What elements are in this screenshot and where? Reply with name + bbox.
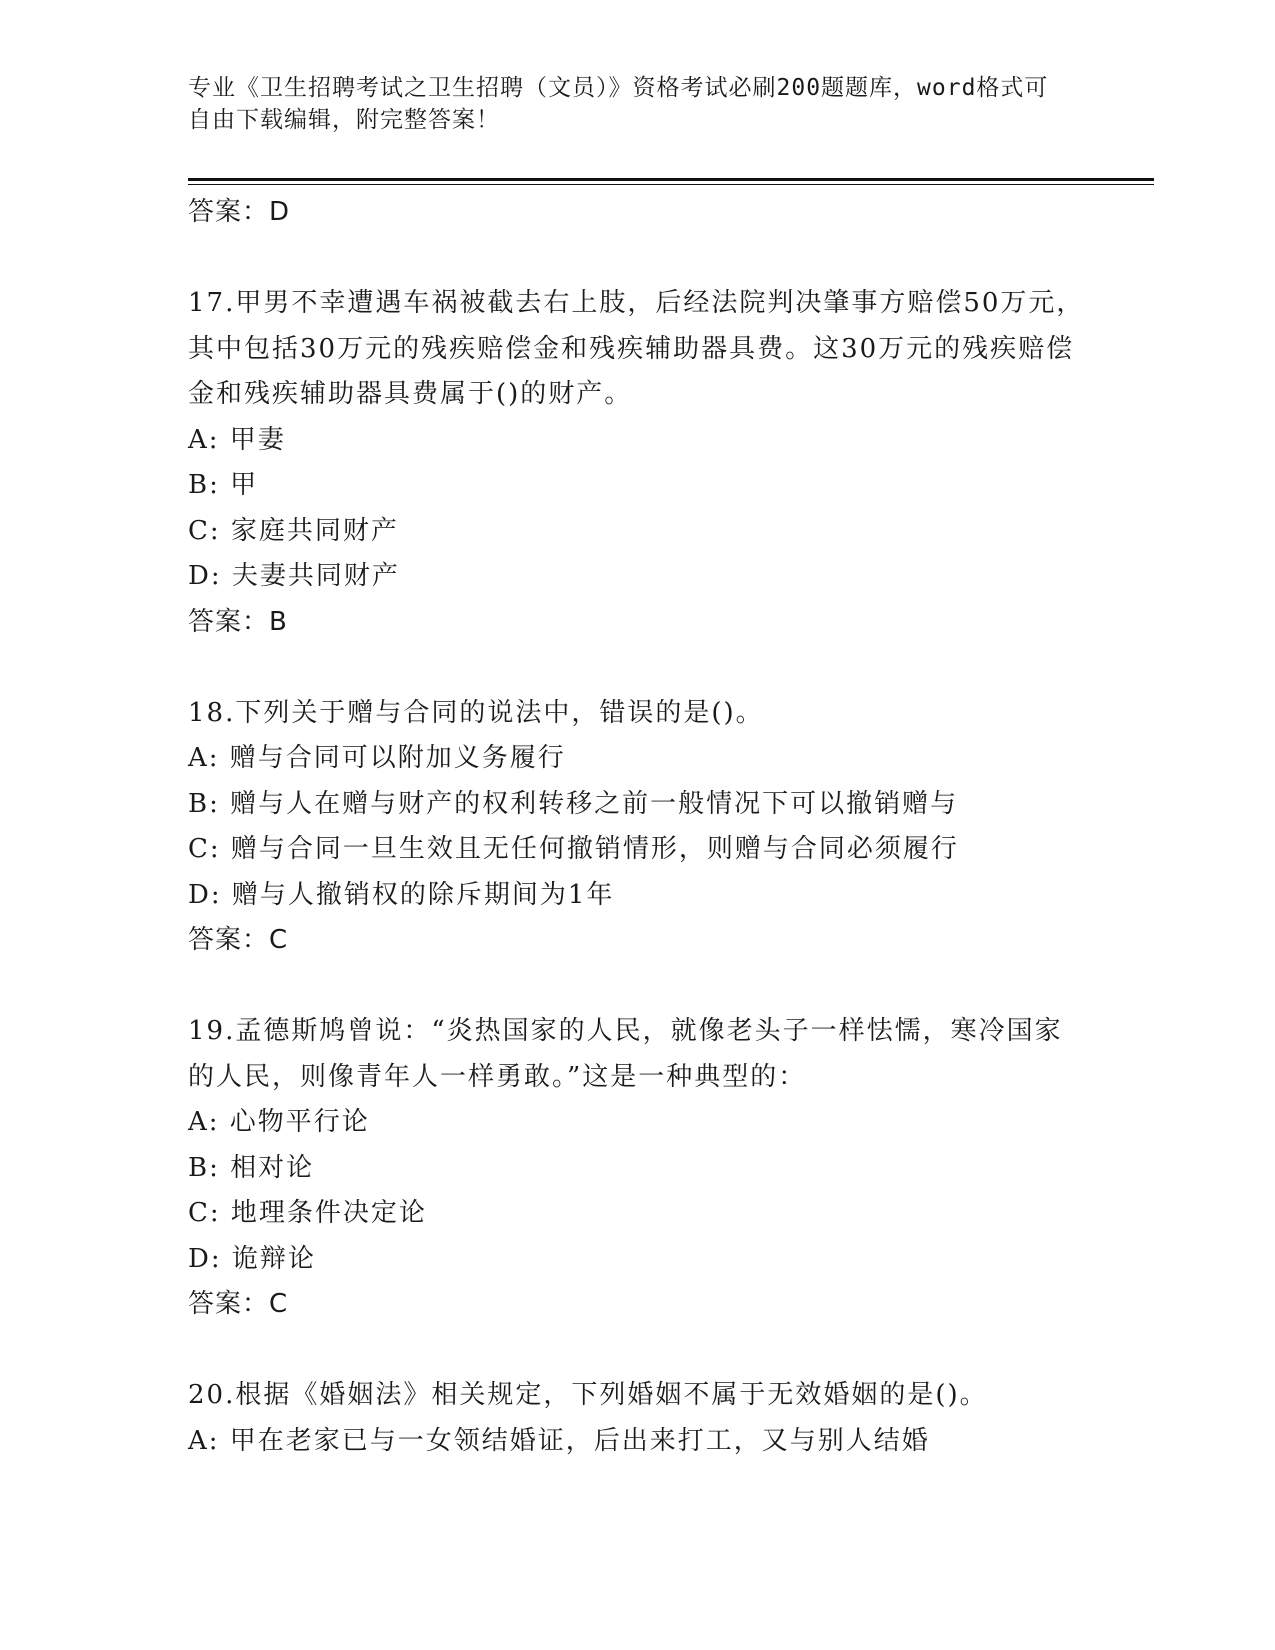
answer-line: 答案：D [188,197,291,227]
option-c: C: 赠与合同一旦生效且无任何撤销情形，则赠与合同必须履行 [188,834,959,864]
option-b: B: 赠与人在赠与财产的权利转移之前一般情况下可以撤销赠与 [188,788,959,819]
header-rule-thick [188,178,1154,181]
question-20 [188,1373,1088,1464]
question-stem: 18.下列关于赠与合同的说法中，错误的是()。 [188,697,764,728]
document-body [188,190,1088,1464]
header-rule-thin [188,184,1154,185]
option-b: B: 相对论 [188,1152,315,1183]
question-17 [188,281,1088,645]
option-b: B: 甲 [188,470,259,500]
option-a: A: 赠与合同可以附加义务履行 [188,743,566,773]
option-a: A: 甲在老家已与一女领结婚证，后出来打工，又与别人结婚 [188,1425,930,1456]
answer-line: 答案：C [188,925,289,955]
answer-line: 答案：C [188,1289,289,1319]
question-stem: 20.根据《婚姻法》相关规定，下列婚姻不属于无效婚姻的是()。 [188,1380,988,1410]
question-stem: 19.孟德斯鸠曾说：“炎热国家的人民，就像老头子一样怯懦，寒冷国家的人民，则像青年人一样勇敢。”这是一种典型的： [188,1016,1063,1092]
option-c: C: 家庭共同财产 [188,515,399,546]
option-a: A: 甲妻 [188,424,286,455]
document-header: 专业《卫生招聘考试之卫生招聘（文员）》资格考试必刷200题题库，word格式可自由下载编辑，附完整答案！ [188,75,1049,133]
question-18 [188,691,1088,964]
answer-line: 答案：B [188,606,288,637]
question-19 [188,1009,1088,1327]
option-d: D: 赠与人撤销权的除斥期间为1年 [188,879,615,910]
option-a: A: 心物平行论 [188,1107,370,1137]
option-c: C: 地理条件决定论 [188,1198,427,1228]
option-d: D: 诡辩论 [188,1243,316,1274]
question-stem: 17.甲男不幸遭遇车祸被截去右上肢，后经法院判决肇事方赔偿50万元，其中包括30万元的残疾赔偿金和残疾辅助器具费。这30万元的残疾赔偿金和残疾辅助器具费属于()的财产。 [188,288,1085,409]
option-d: D: 夫妻共同财产 [188,561,400,591]
